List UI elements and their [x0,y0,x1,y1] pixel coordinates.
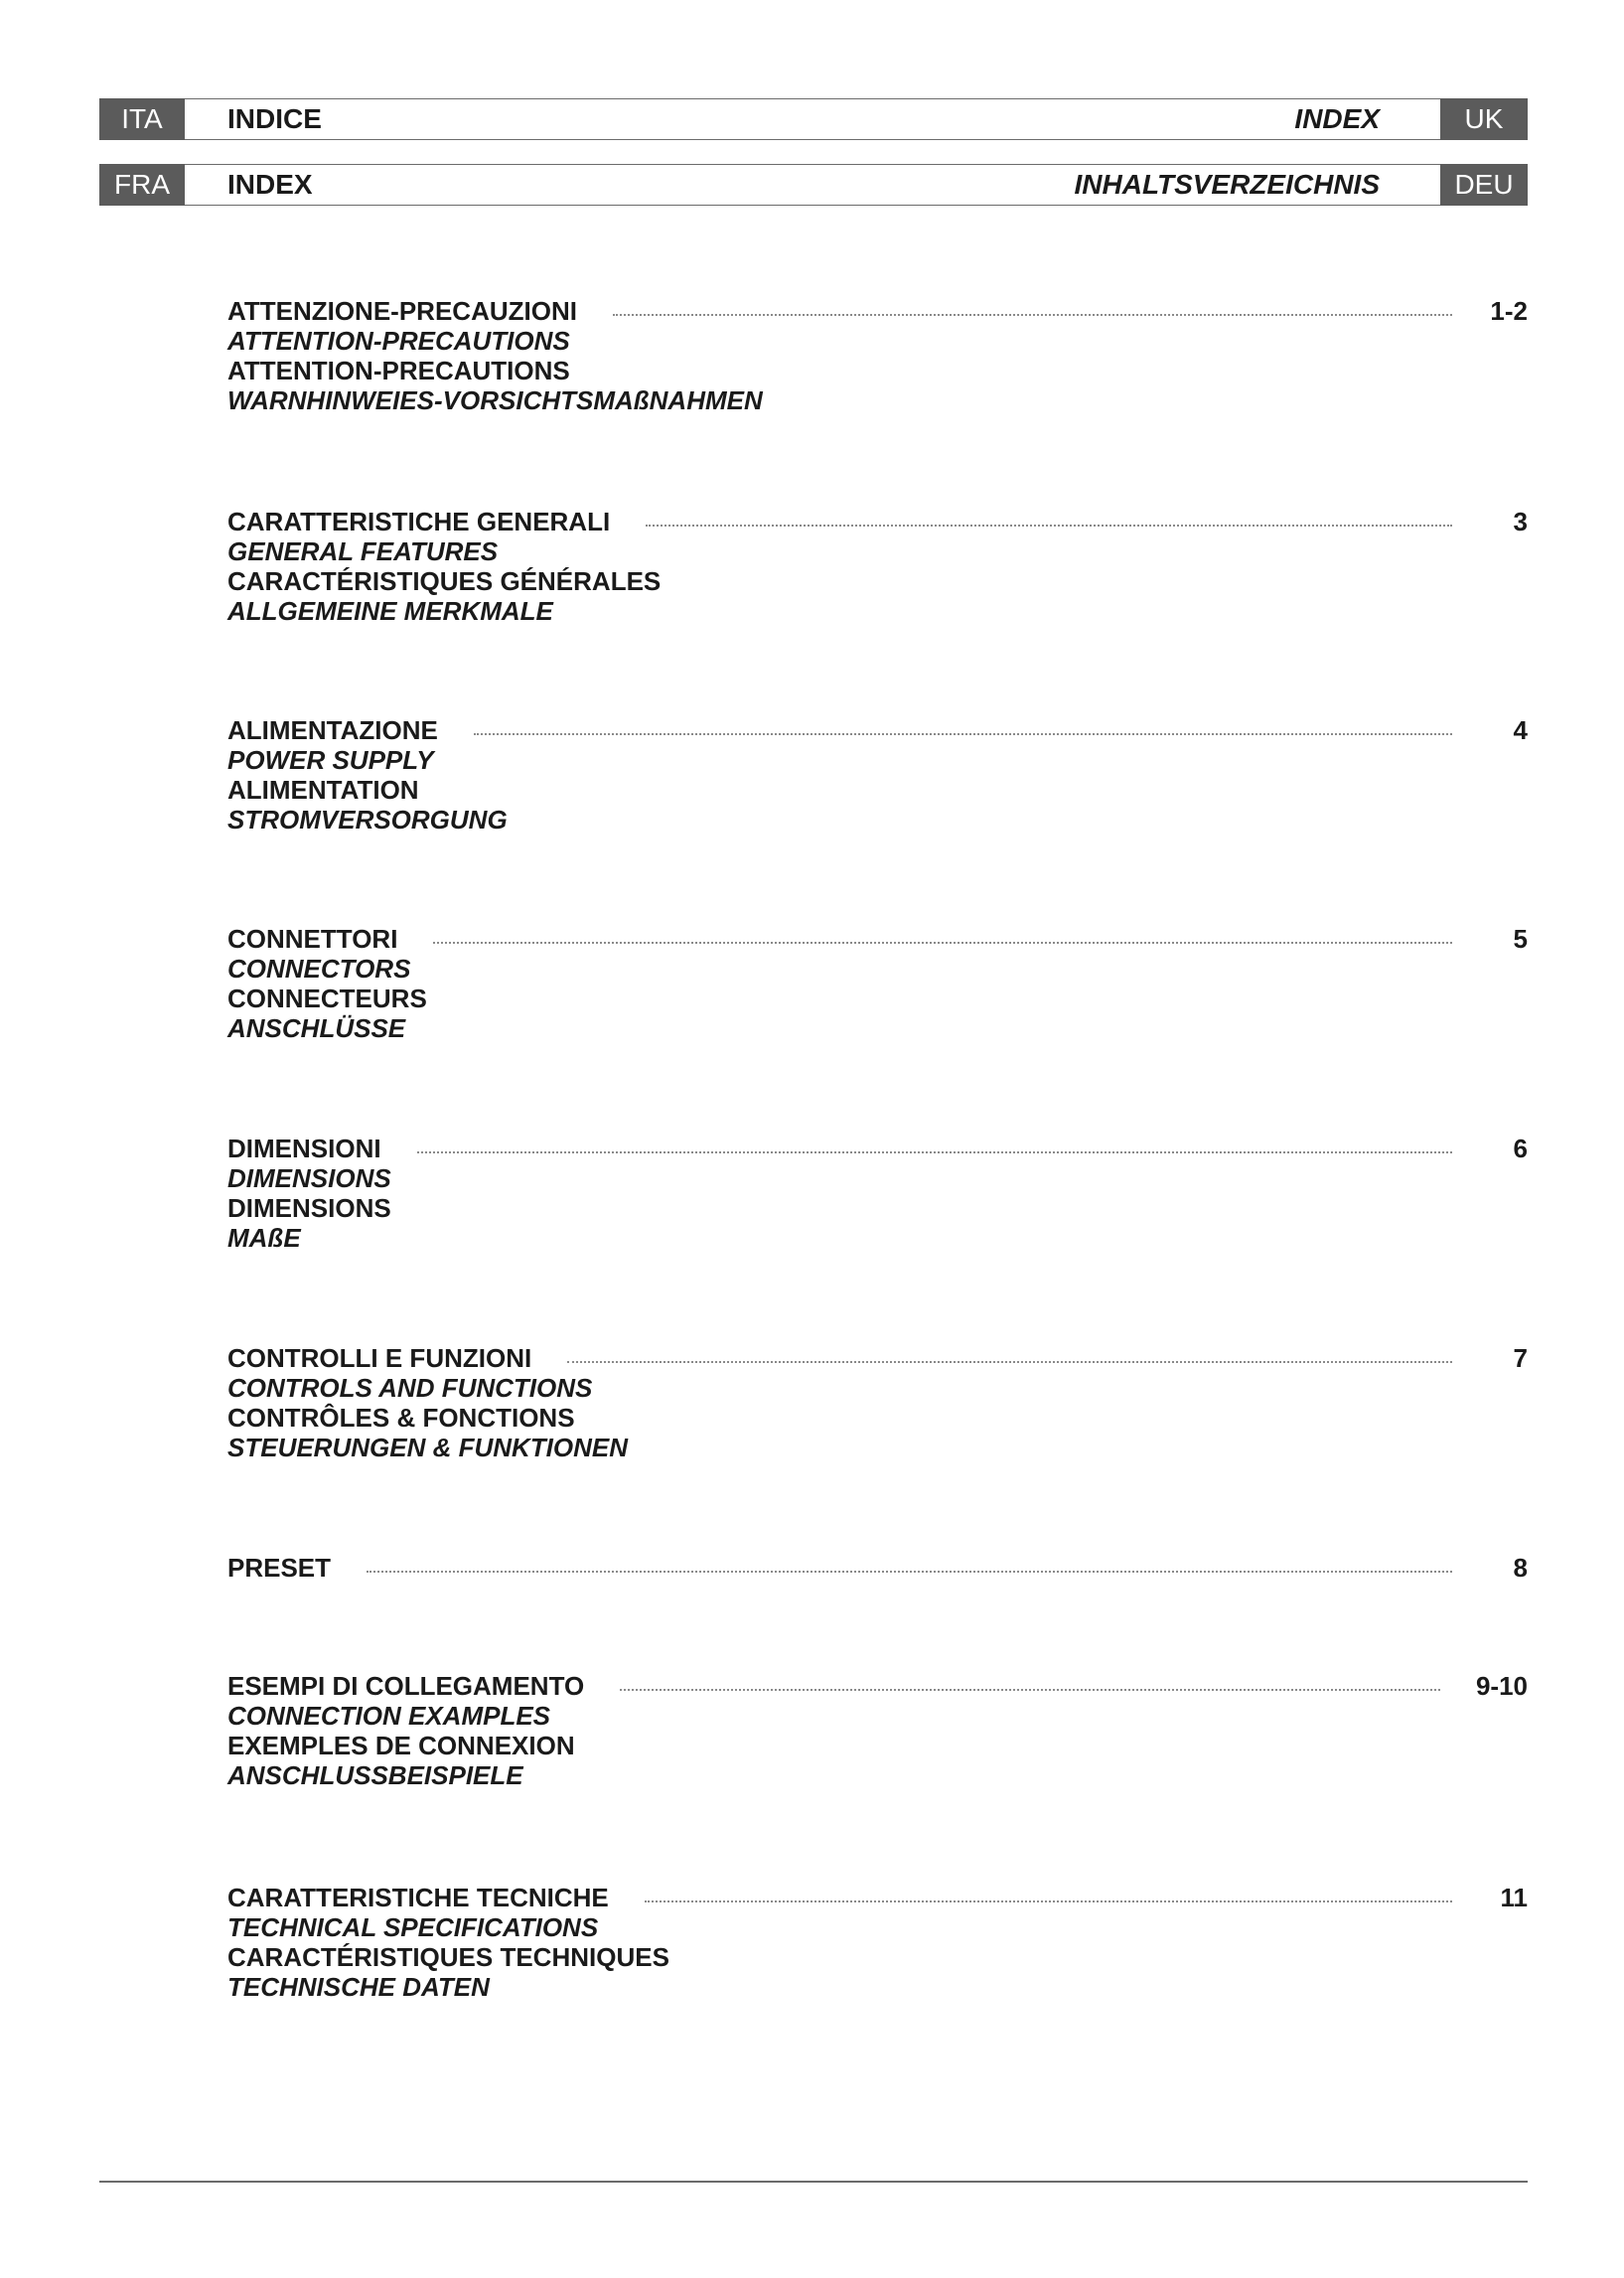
toc-title-ita: PRESET [227,1553,332,1583]
dot-leader [613,313,1452,316]
toc-entry-connection-examples[interactable] [227,1671,1528,1790]
toc-title-fra: CONNECTEURS [227,984,427,1013]
toc-title-uk: GENERAL FEATURES [227,536,499,566]
dot-leader [474,732,1452,735]
toc-title-uk: CONTROLS AND FUNCTIONS [227,1373,593,1403]
toc-entry-power-supply[interactable] [227,715,1528,835]
dot-leader [567,1360,1452,1363]
toc-page-number: 5 [1513,924,1528,954]
toc-page-number: 4 [1513,715,1528,745]
footer-rule [99,2181,1528,2183]
toc-entry-controls-functions[interactable] [227,1343,1528,1462]
toc-title-deu: ANSCHLÜSSE [227,1013,406,1043]
dot-leader [646,524,1452,527]
dot-leader [417,1150,1452,1153]
toc-title-ita: ESEMPI DI COLLEGAMENTO [227,1671,585,1701]
toc-title-fra: CARACTÉRISTIQUES GÉNÉRALES [227,566,662,596]
toc-title-fra: EXEMPLES DE CONNEXION [227,1731,575,1760]
toc-title-fra: CARACTÉRISTIQUES TECHNIQUES [227,1942,669,1972]
toc-title-ita: CONNETTORI [227,924,398,954]
header-title-deu: INHALTSVERZEICHNIS [1074,169,1380,200]
header-title-uk: INDEX [1294,103,1380,134]
toc-title-deu: ANSCHLUSSBEISPIELE [227,1760,523,1790]
dot-leader [645,1899,1452,1902]
header-title-ita: INDICE [227,103,322,134]
toc-title-deu: ALLGEMEINE MERKMALE [227,596,553,626]
toc-page-number: 7 [1513,1343,1528,1373]
header-bar-fra-deu [99,164,1528,206]
lang-tag-fra: FRA [99,164,185,206]
toc-title-deu: STEUERUNGEN & FUNKTIONEN [227,1433,629,1462]
toc-title-deu: MAßE [227,1223,301,1253]
toc-entry-precautions[interactable] [227,296,1528,415]
toc-entry-preset[interactable] [227,1553,1528,1583]
toc-title-ita: ATTENZIONE-PRECAUZIONI [227,296,577,326]
dot-leader [620,1688,1440,1691]
toc-entry-dimensions[interactable] [227,1134,1528,1253]
toc-title-uk: CONNECTION EXAMPLES [227,1701,551,1731]
lang-tag-ita: ITA [99,98,185,140]
toc-title-uk: CONNECTORS [227,954,411,984]
toc-title-uk: POWER SUPPLY [227,745,434,775]
toc-title-uk: DIMENSIONS [227,1163,391,1193]
toc-page-number: 8 [1513,1553,1528,1583]
toc-entry-connectors[interactable] [227,924,1528,1043]
toc-title-deu: STROMVERSORGUNG [227,805,508,835]
toc-title-ita: CONTROLLI E FUNZIONI [227,1343,532,1373]
dot-leader [433,941,1452,944]
header-title-fra: INDEX [227,169,313,200]
dot-leader [367,1570,1452,1573]
header-bar-ita-uk [99,98,1528,140]
lang-tag-deu: DEU [1440,164,1528,206]
toc-title-uk: ATTENTION-PRECAUTIONS [227,326,570,356]
toc-title-fra: CONTRÔLES & FONCTIONS [227,1403,575,1433]
toc-title-deu: TECHNISCHE DATEN [227,1972,490,2002]
toc-title-uk: TECHNICAL SPECIFICATIONS [227,1912,599,1942]
toc-entry-general-features[interactable] [227,507,1528,626]
toc-title-ita: CARATTERISTICHE GENERALI [227,507,611,536]
toc-title-ita: CARATTERISTICHE TECNICHE [227,1883,609,1912]
toc-page-number: 3 [1513,507,1528,536]
toc-page-number: 9-10 [1475,1671,1528,1701]
toc-title-fra: ALIMENTATION [227,775,419,805]
toc-page-number: 1-2 [1490,296,1528,326]
toc-title-deu: WARNHINWEIES-VORSICHTSMAßNAHMEN [227,385,763,415]
lang-tag-uk: UK [1440,98,1528,140]
toc-title-fra: DIMENSIONS [227,1193,391,1223]
toc-page-number: 11 [1500,1883,1528,1912]
toc-title-fra: ATTENTION-PRECAUTIONS [227,356,570,385]
toc-title-ita: ALIMENTAZIONE [227,715,438,745]
toc-title-ita: DIMENSIONI [227,1134,381,1163]
toc-entry-technical-specifications[interactable] [227,1883,1528,2002]
toc-page-number: 6 [1513,1134,1528,1163]
